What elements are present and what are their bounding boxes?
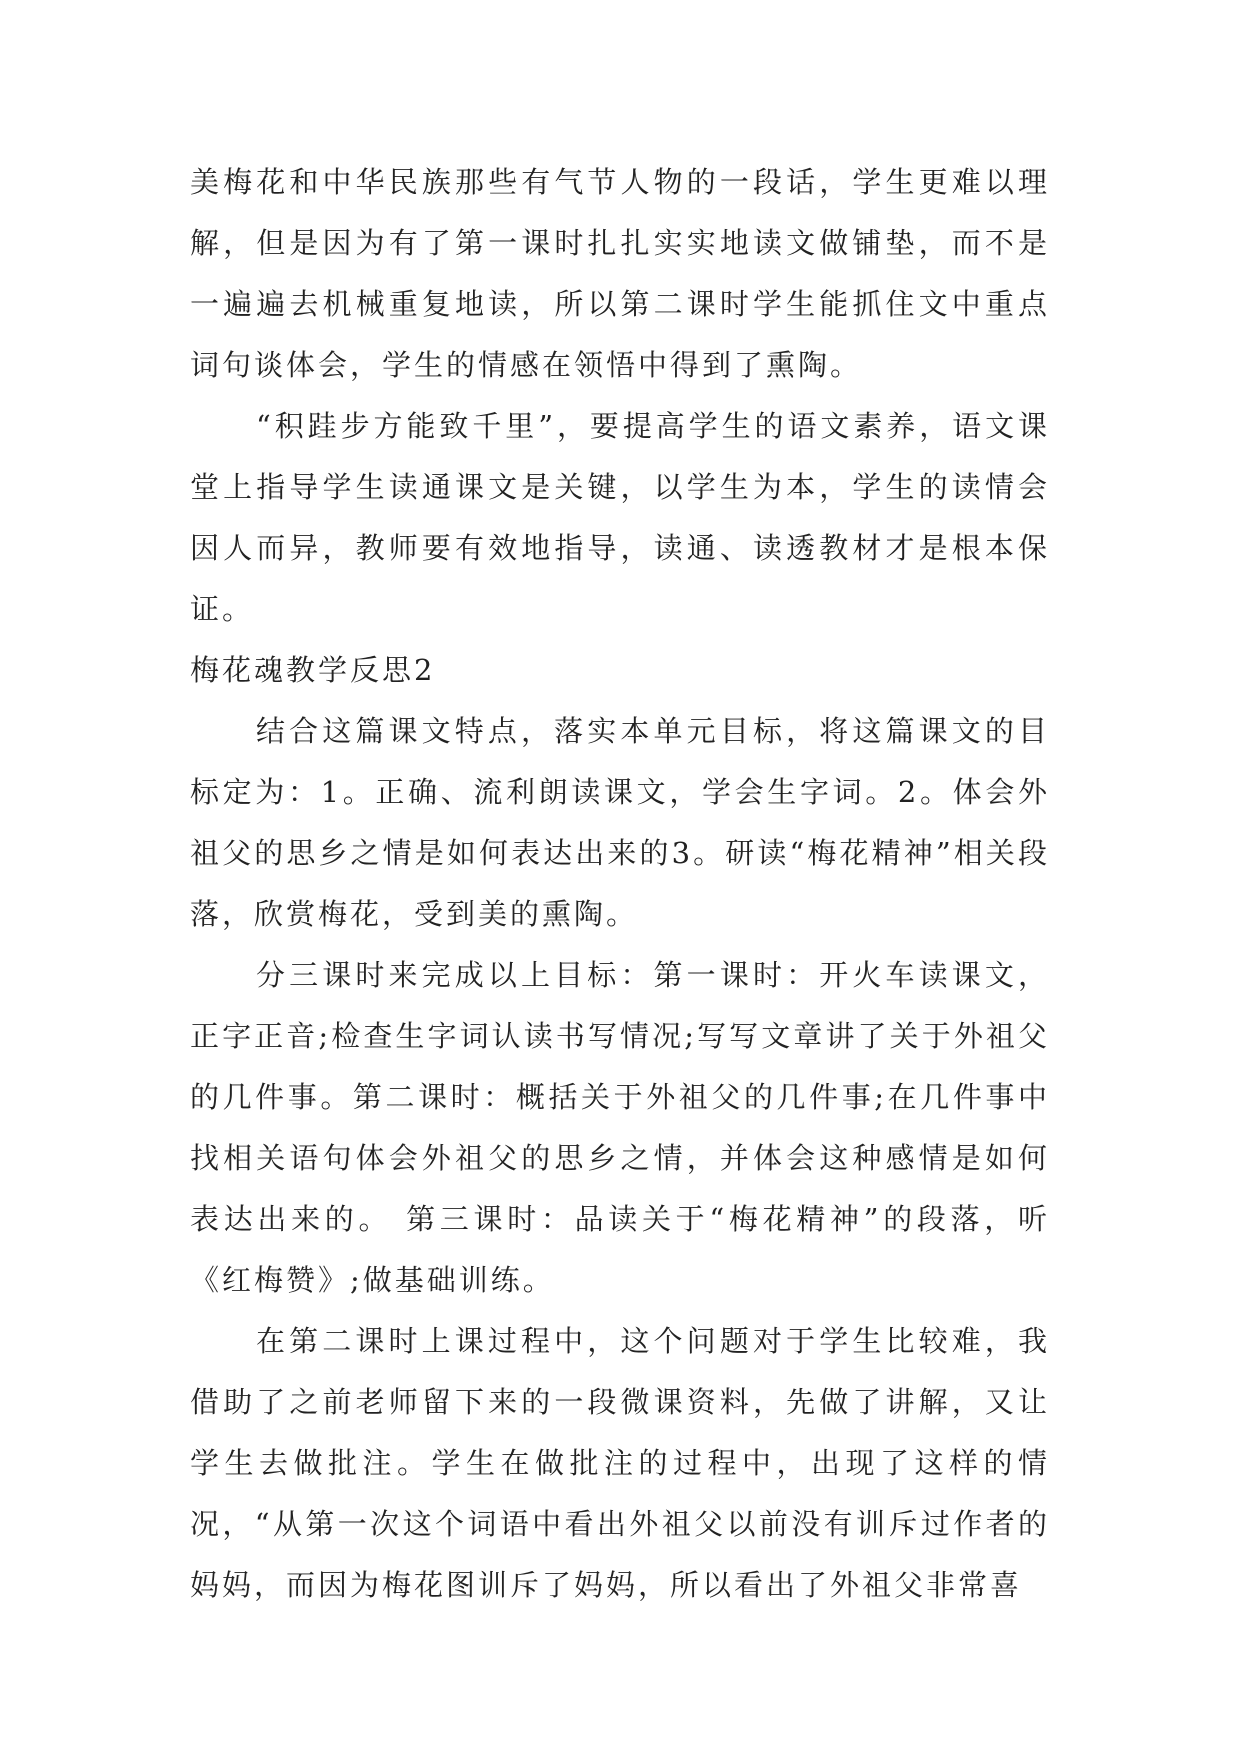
paragraph: 美梅花和中华民族那些有气节人物的一段话，学生更难以理解，但是因为有了第一课时扎扎实实地读文做铺垫，而不是一遍遍去机械重复地读，所以第二课时学生能抓住文中重点词句谈体会，学生的情感在领悟中得到了熏陶。 xyxy=(190,165,1050,382)
document-body xyxy=(190,152,1050,1616)
paragraph: 结合这篇课文特点，落实本单元目标，将这篇课文的目标定为：1。正确、流利朗读课文，学会生字词。2。体会外祖父的思乡之情是如何表达出来的3。研读“梅花精神”相关段落，欣赏梅花，受到美的熏陶。 xyxy=(190,714,1050,931)
section-heading: 梅花魂教学反思2 xyxy=(190,653,436,687)
paragraph: “积跬步方能致千里”，要提高学生的语文素养，语文课堂上指导学生读通课文是关键，以学生为本，学生的读情会因人而异，教师要有效地指导，读通、读透教材才是根本保证。 xyxy=(190,409,1050,626)
paragraph: 分三课时来完成以上目标：第一课时：开火车读课文，正字正音;检查生字词认读书写情况;写写文章讲了关于外祖父的几件事。第二课时：概括关于外祖父的几件事;在几件事中找相关语句体会外祖父的思乡之情，并体会这种感情是如何表达出来的。 第三课时：品读关于“梅花精神”的段落，听《红梅赞》;做基础训练。 xyxy=(190,958,1050,1297)
paragraph: 在第二课时上课过程中，这个问题对于学生比较难，我借助了之前老师留下来的一段微课资料，先做了讲解，又让学生去做批注。学生在做批注的过程中，出现了这样的情况，“从第一次这个词语中看出外祖父以前没有训斥过作者的妈妈，而因为梅花图训斥了妈妈，所以看出了外祖父非常喜 xyxy=(190,1324,1050,1602)
